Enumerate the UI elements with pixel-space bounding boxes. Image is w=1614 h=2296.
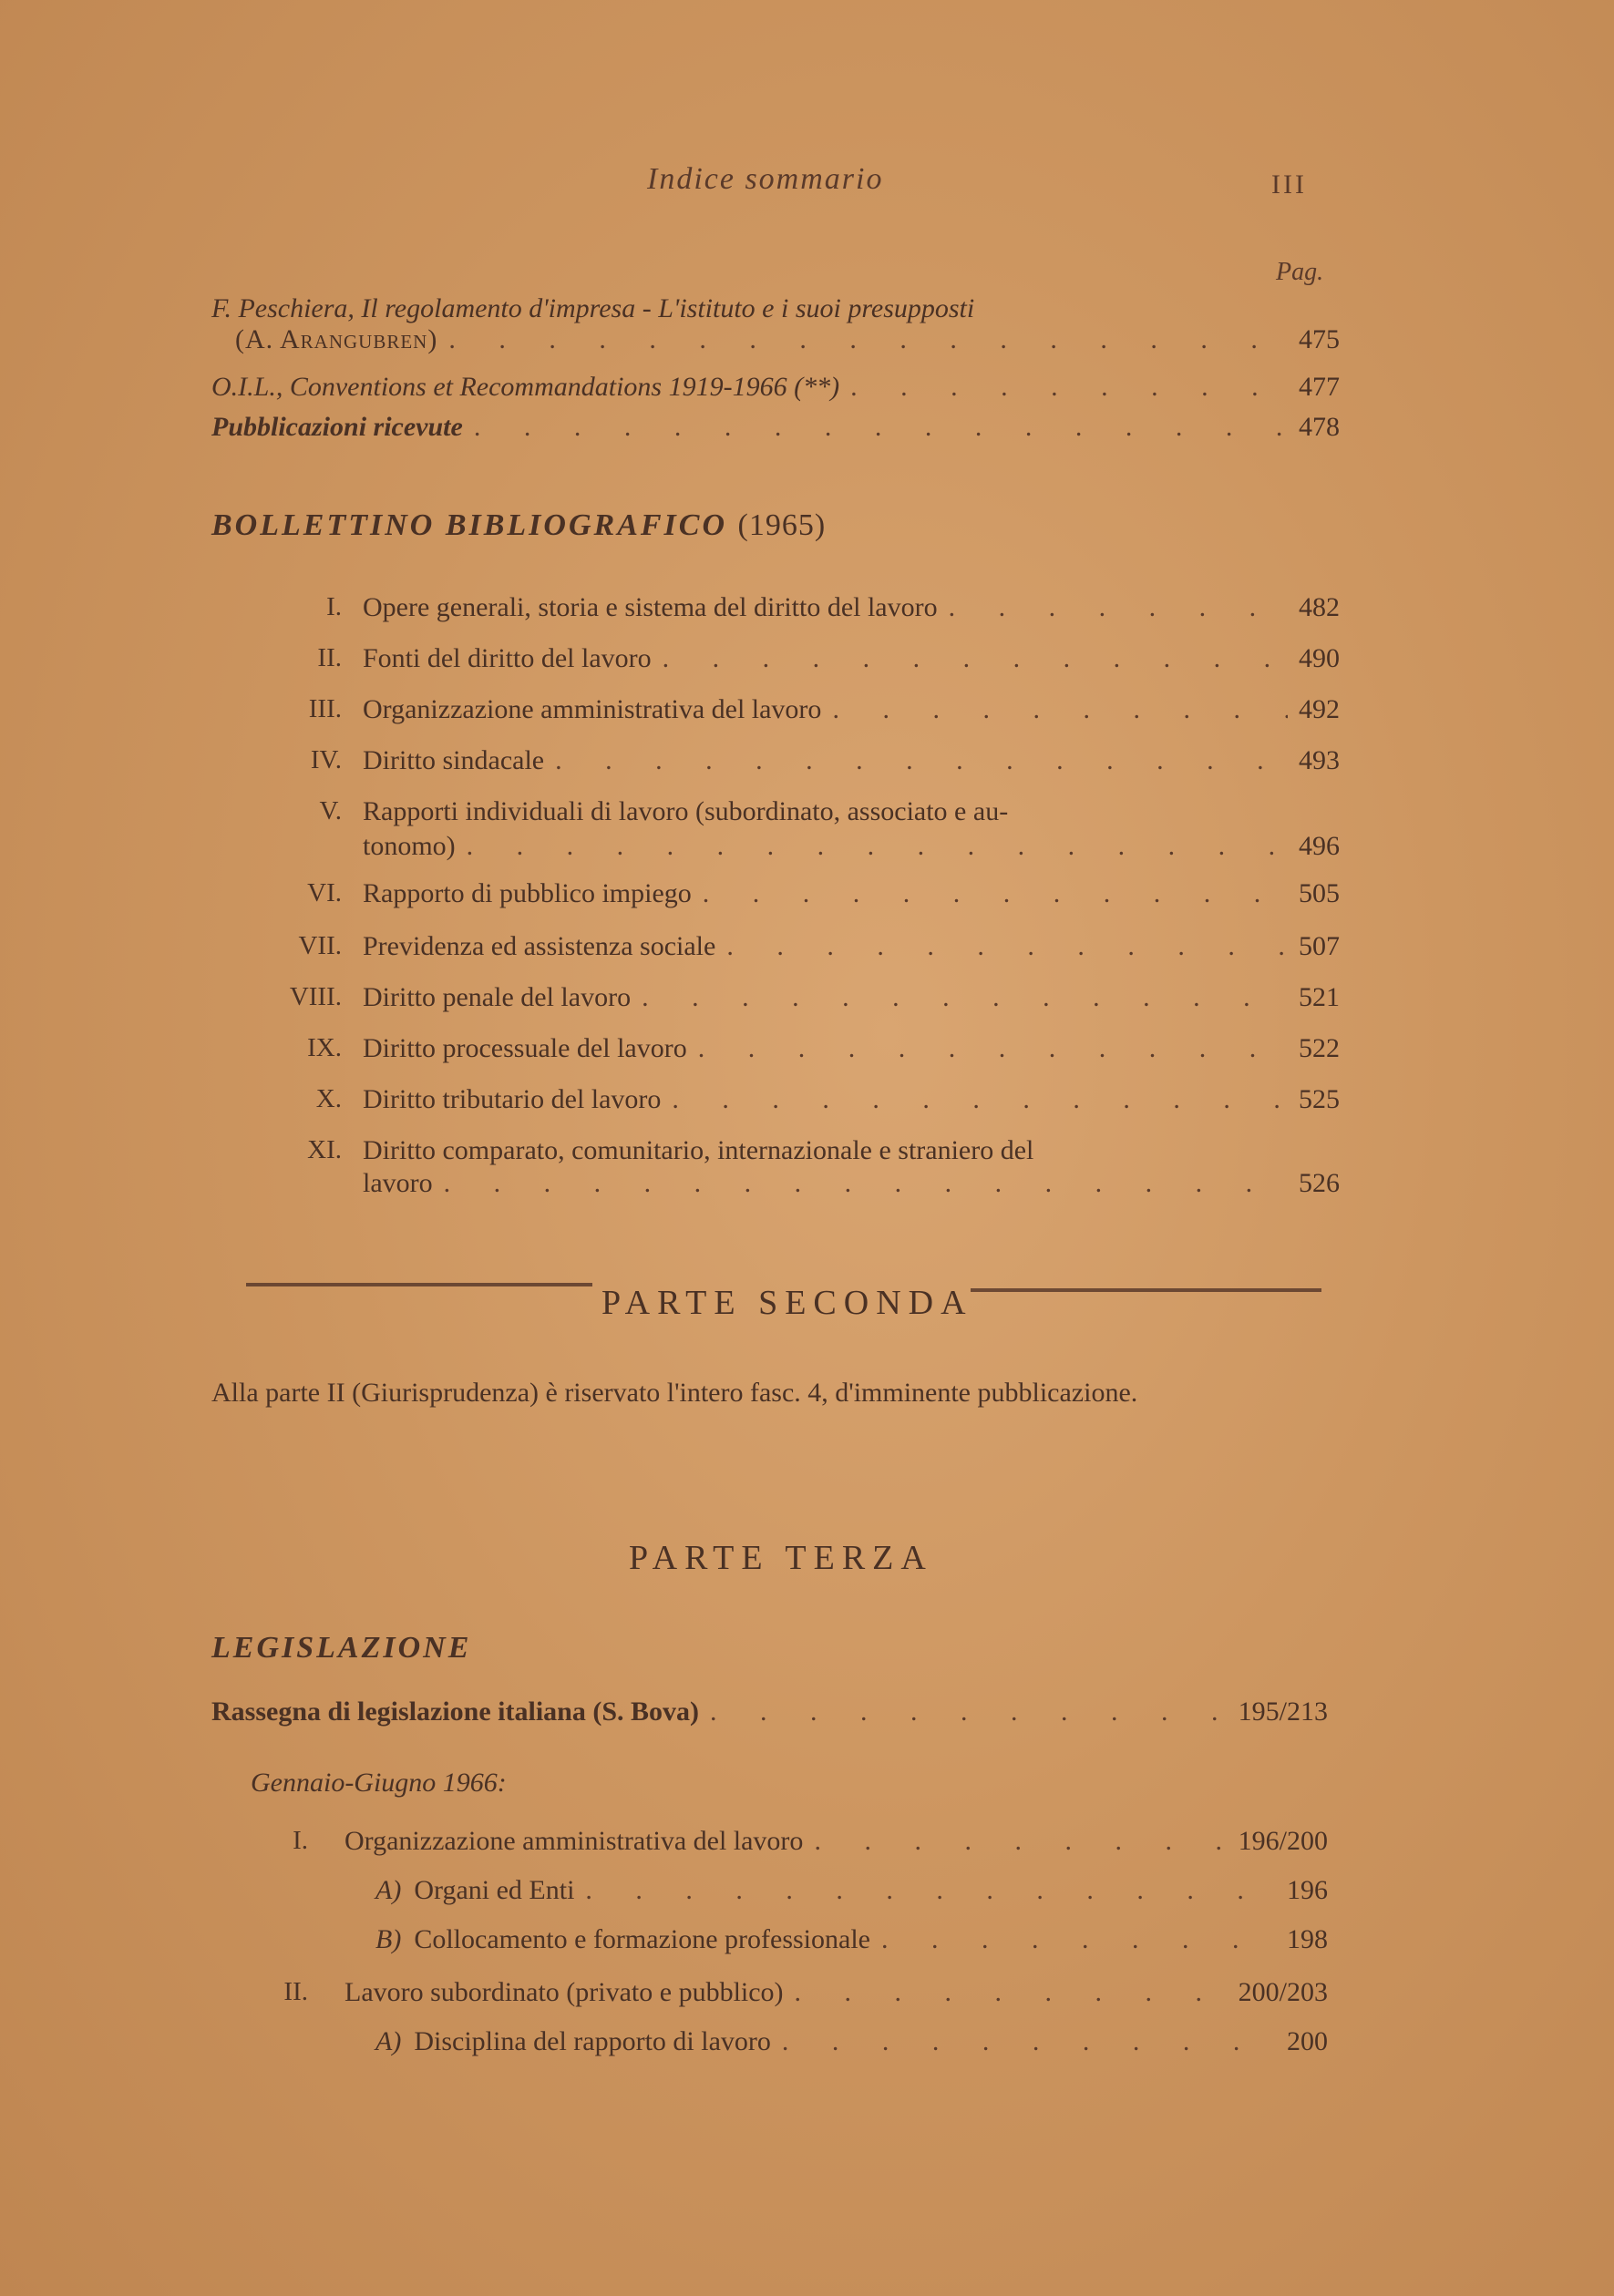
toc-item: [363, 1168, 1340, 1199]
period-label: Gennaio-Giugno 1966:: [251, 1768, 507, 1798]
toc-item-number: V.: [319, 796, 342, 825]
toc-item-text: Opere generali, storia e sistema del diritto del lavoro: [363, 592, 938, 622]
toc-item: [363, 982, 1340, 1013]
toc-subitem-page: 200: [1287, 2026, 1328, 2056]
toc-item-page: 496: [1299, 831, 1340, 861]
toc-subitem-text: Organi ed Enti: [414, 1875, 575, 1905]
leader-dots: [444, 1168, 1288, 1199]
leader-dots: [881, 1924, 1276, 1955]
parte-seconda-note: Alla parte II (Giurisprudenza) è riservato l'intero fasc. 4, d'imminente pubblicazione.: [211, 1378, 1138, 1408]
toc-item-text: Diritto sindacale: [363, 745, 545, 775]
toc-item-number: VII.: [298, 931, 342, 960]
running-header-page-number: III: [1271, 169, 1307, 200]
toc-item: [363, 878, 1340, 909]
toc-item-page: 521: [1299, 982, 1340, 1012]
toc-item-page: 507: [1299, 931, 1340, 961]
toc-item-page: 525: [1299, 1084, 1340, 1114]
leader-dots: [663, 643, 1288, 674]
toc-item: [363, 643, 1340, 674]
running-header-title: Indice sommario: [647, 162, 884, 196]
toc-item: [363, 1084, 1340, 1115]
toc-entry-text: Pubblicazioni ricevute: [211, 412, 463, 442]
section-heading-text: BOLLETTINO BIBLIOGRAFICO: [211, 508, 728, 542]
divider-rule-right: [971, 1288, 1321, 1292]
toc-subitem-letter: A): [375, 2026, 402, 2056]
toc-item-text: Fonti del diritto del lavoro: [363, 643, 652, 673]
toc-subitem-page: 198: [1287, 1924, 1328, 1954]
toc-item: [344, 1977, 1328, 2008]
leader-dots: [474, 412, 1288, 443]
toc-entry-rassegna: [211, 1696, 1328, 1727]
toc-entry-oil: [211, 372, 1340, 403]
toc-item-text: Diritto penale del lavoro: [363, 982, 632, 1012]
toc-item-text: Lavoro subordinato (privato e pubblico): [344, 1977, 784, 2007]
toc-entry-text: Rassegna di legislazione italiana (S. Bova): [211, 1696, 700, 1727]
toc-item-page: 522: [1299, 1033, 1340, 1063]
toc-item-page: 492: [1299, 694, 1340, 724]
leader-dots: [448, 324, 1288, 355]
toc-item-text: Organizzazione amministrativa del lavoro: [363, 694, 822, 724]
toc-item-number: VI.: [307, 878, 342, 907]
toc-item-page: 196/200: [1238, 1826, 1328, 1856]
section-heading-year: (1965): [737, 508, 827, 542]
leader-dots: [832, 694, 1288, 725]
toc-entry-page: 195/213: [1238, 1696, 1328, 1727]
toc-item-number: I.: [293, 1826, 308, 1855]
toc-item: [363, 831, 1340, 862]
leader-dots: [642, 982, 1288, 1013]
toc-item-number: IV.: [310, 745, 342, 774]
toc-item-text: lavoro: [363, 1168, 433, 1198]
toc-item: [363, 1033, 1340, 1064]
leader-dots: [672, 1084, 1288, 1115]
toc-subitem-text: Disciplina del rapporto di lavoro: [414, 2026, 771, 2056]
toc-entry-reviewer: (A. Arangubren): [235, 324, 438, 354]
toc-item-text: Diritto tributario del lavoro: [363, 1084, 662, 1114]
toc-entry-page: 477: [1299, 372, 1340, 402]
toc-subitem: [375, 1924, 1328, 1955]
toc-item-text: Previdenza ed assistenza sociale: [363, 931, 716, 961]
toc-entry-page: 478: [1299, 412, 1340, 442]
toc-item-number: IX.: [307, 1033, 342, 1062]
leader-dots: [850, 372, 1288, 403]
divider-rule-left: [246, 1283, 592, 1286]
leader-dots: [703, 878, 1288, 909]
toc-item-text: Diritto processuale del lavoro: [363, 1033, 687, 1063]
toc-entry-pubblicazioni: [211, 412, 1340, 443]
toc-item-text: tonomo): [363, 831, 456, 861]
leader-dots: [726, 931, 1288, 962]
toc-item-text-line1: Diritto comparato, comunitario, internazionale e straniero del: [363, 1135, 1034, 1165]
toc-item-number: II.: [317, 643, 342, 672]
toc-subitem-text: Collocamento e formazione professionale: [414, 1924, 870, 1954]
section-heading-bollettino: [211, 508, 826, 543]
toc-item: [363, 931, 1340, 962]
toc-item-text: Organizzazione amministrativa del lavoro: [344, 1826, 804, 1856]
toc-subitem-letter: A): [375, 1875, 402, 1905]
leader-dots: [814, 1826, 1227, 1857]
toc-item-page: 505: [1299, 878, 1340, 908]
leader-dots: [555, 745, 1288, 776]
toc-subitem: [375, 2026, 1328, 2057]
toc-item-number: XI.: [307, 1135, 342, 1164]
toc-item: [363, 694, 1340, 725]
leader-dots: [467, 831, 1288, 862]
toc-entry-peschiera-line1: F. Peschiera, Il regolamento d'impresa - L'istituto e i suoi presupposti: [211, 293, 975, 323]
part-title-seconda: PARTE SECONDA: [601, 1284, 973, 1322]
toc-item-page: 482: [1299, 592, 1340, 622]
toc-subitem-page: 196: [1287, 1875, 1328, 1905]
toc-item-number: VIII.: [289, 982, 342, 1011]
toc-item-text-line1: Rapporti individuali di lavoro (subordinato, associato e au-: [363, 796, 1009, 826]
leader-dots: [949, 592, 1288, 623]
toc-item-page: 200/203: [1238, 1977, 1328, 2007]
toc-item-page: 493: [1299, 745, 1340, 775]
toc-item-number: X.: [315, 1084, 342, 1113]
section-heading-legislazione: LEGISLAZIONE: [211, 1631, 472, 1665]
toc-item: [344, 1826, 1328, 1857]
pag-column-label: Pag.: [1276, 258, 1324, 286]
toc-item: [363, 592, 1340, 623]
toc-item: [363, 745, 1340, 776]
toc-entry-peschiera: [235, 324, 1340, 355]
toc-item-number: II.: [283, 1977, 308, 2006]
toc-subitem-letter: B): [375, 1924, 402, 1954]
toc-subitem: [375, 1875, 1328, 1906]
leader-dots: [782, 2026, 1276, 2057]
toc-entry-text: O.I.L., Conventions et Recommandations 1919-1966 (**): [211, 372, 840, 402]
toc-item-text: Rapporto di pubblico impiego: [363, 878, 692, 908]
leader-dots: [585, 1875, 1276, 1906]
part-title-terza: PARTE TERZA: [629, 1539, 933, 1577]
leader-dots: [795, 1977, 1228, 2008]
toc-entry-page: 475: [1299, 324, 1340, 354]
toc-item-number: III.: [308, 694, 342, 723]
toc-item-page: 526: [1299, 1168, 1340, 1198]
leader-dots: [710, 1696, 1228, 1727]
leader-dots: [698, 1033, 1288, 1064]
toc-item-number: I.: [326, 592, 342, 621]
toc-item-page: 490: [1299, 643, 1340, 673]
